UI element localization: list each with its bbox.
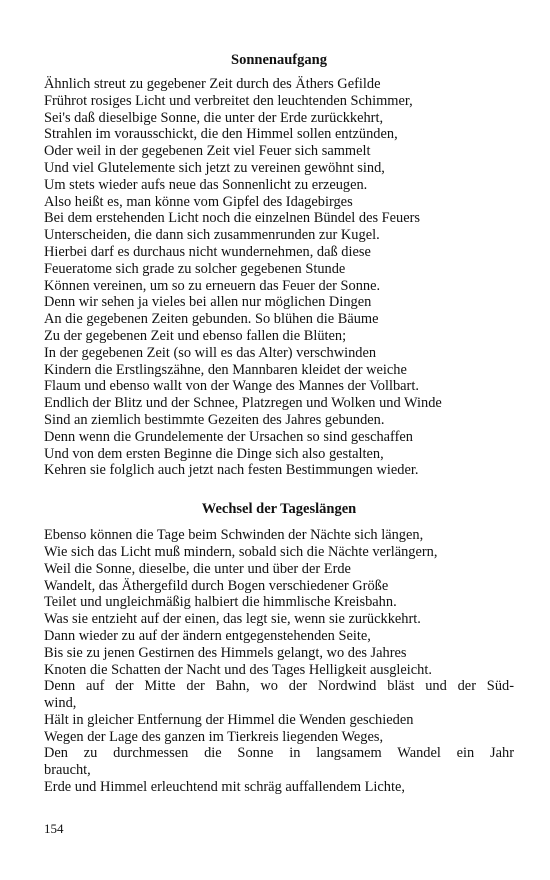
verse-line: braucht, bbox=[44, 762, 91, 779]
verse-line: Dann wieder zu auf der ändern entgegenstehenden Seite, bbox=[44, 627, 371, 644]
verse-line: Wegen der Lage des ganzen im Tierkreis liegenden Weges, bbox=[44, 728, 384, 745]
poem-lines-sonnenaufgang bbox=[44, 76, 514, 479]
poem-lines-tageslaengen bbox=[44, 527, 514, 796]
verse-line: Strahlen im vorausschickt, die den Himmel sollen entzünden, bbox=[44, 126, 398, 143]
verse-line: Hält in gleicher Entfernung der Himmel die Wenden geschieden bbox=[44, 711, 414, 728]
section-heading-sonnenaufgang: Sonnenaufgang bbox=[231, 52, 327, 68]
verse-line: wind, bbox=[44, 695, 77, 712]
verse-line: In der gegebenen Zeit (so will es das Alter) verschwinden bbox=[44, 344, 377, 361]
verse-line: Denn auf der Mitte der Bahn, wo der Nordwind bläst und der Süd- bbox=[44, 678, 514, 695]
verse-line: Ähnlich streut zu gegebener Zeit durch des Äthers Gefilde bbox=[44, 76, 381, 92]
verse-line: Wie sich das Licht muß mindern, sobald sich die Nächte verlängern, bbox=[44, 543, 438, 560]
verse-line: Denn wir sehen ja vieles bei allen nur möglichen Dingen bbox=[44, 294, 372, 311]
verse-line: Oder weil in der gegebenen Zeit viel Feuer sich sammelt bbox=[44, 143, 371, 160]
verse-line: Ebenso können die Tage beim Schwinden der Nächte sich längen, bbox=[44, 527, 424, 544]
verse-line: Und viel Glutelemente sich jetzt zu vereinen gewöhnt sind, bbox=[44, 159, 385, 176]
verse-line: Frührot rosiges Licht und verbreitet den leuchtenden Schimmer, bbox=[44, 92, 413, 109]
verse-line: Knoten die Schatten der Nacht und des Tages Helligkeit ausgleicht. bbox=[44, 661, 432, 678]
verse-line: Den zu durchmessen die Sonne in langsamem Wandel ein Jahr bbox=[44, 745, 514, 762]
verse-line: Feueratome sich grade zu solcher gegebenen Stunde bbox=[44, 260, 346, 277]
verse-line: Sei's daß dieselbige Sonne, die unter der Erde zurückkehrt, bbox=[44, 109, 384, 126]
verse-line: An die gegebenen Zeiten gebunden. So blühen die Bäume bbox=[44, 311, 379, 328]
verse-line: Denn wenn die Grundelemente der Ursachen so sind geschaffen bbox=[44, 428, 413, 445]
verse-line: Kindern die Erstlingszähne, den Mannbaren kleidet der weiche bbox=[44, 361, 407, 378]
verse-line: Zu der gegebenen Zeit und ebenso fallen die Blüten; bbox=[44, 327, 347, 344]
verse-line: Endlich der Blitz und der Schnee, Platzregen und Wolken und Winde bbox=[44, 395, 442, 412]
verse-line: Um stets wieder aufs neue das Sonnenlicht zu erzeugen. bbox=[44, 176, 368, 193]
page-number: 154 bbox=[44, 821, 64, 836]
verse-line: Können vereinen, um so zu erneuern das Feuer der Sonne. bbox=[44, 277, 381, 294]
book-page bbox=[44, 50, 514, 796]
verse-line: Hierbei darf es durchaus nicht wundernehmen, daß diese bbox=[44, 243, 371, 260]
verse-line: Wandelt, das Äthergefild durch Bogen verschiedener Größe bbox=[44, 577, 389, 594]
verse-line: Sind an ziemlich bestimmte Gezeiten des Jahres gebunden. bbox=[44, 411, 385, 428]
verse-line: Flaum und ebenso wallt von der Wange des Mannes der Vollbart. bbox=[44, 378, 419, 395]
verse-line: Kehren sie folglich auch jetzt nach festen Bestimmungen wieder. bbox=[44, 462, 419, 479]
verse-line: Und von dem ersten Beginne die Dinge sich also gestalten, bbox=[44, 445, 384, 462]
verse-line: Also heißt es, man könne vom Gipfel des Idagebirges bbox=[44, 193, 353, 210]
verse-line: Erde und Himmel erleuchtend mit schräg auffallendem Lichte, bbox=[44, 779, 405, 796]
verse-line: Weil die Sonne, dieselbe, die unter und über der Erde bbox=[44, 560, 351, 577]
verse-line: Was sie entzieht auf der einen, das legt sie, wenn sie zurückkehrt. bbox=[44, 611, 421, 628]
verse-line: Bei dem erstehenden Licht noch die einzelnen Bündel des Feuers bbox=[44, 210, 421, 227]
verse-line: Unterscheiden, die dann sich zusammenrunden zur Kugel. bbox=[44, 227, 380, 244]
verse-line: Bis sie zu jenen Gestirnen des Himmels gelangt, wo des Jahres bbox=[44, 644, 407, 661]
section-heading-tageslaengen: Wechsel der Tageslängen bbox=[201, 501, 357, 518]
verse-line: Teilet und ungleichmäßig halbiert die himmlische Kreisbahn. bbox=[44, 594, 397, 611]
